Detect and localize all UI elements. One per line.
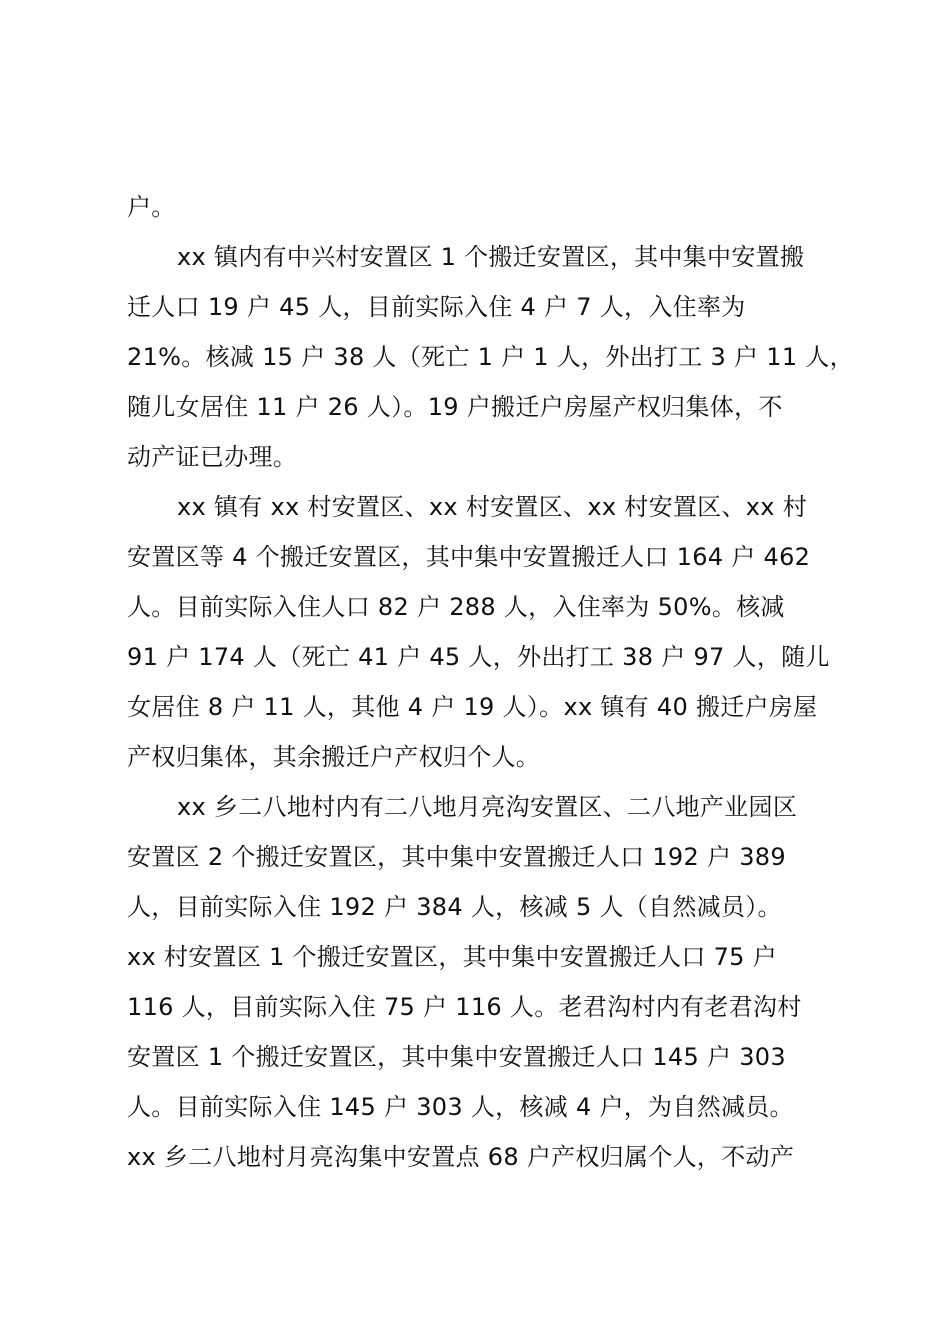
text-line: 人。目前实际入住 145 户 303 人，核减 4 户，为自然减员。 — [127, 1093, 794, 1121]
text-line: 安置区 1 个搬迁安置区，其中集中安置搬迁人口 145 户 303 — [127, 1043, 786, 1071]
paragraph-start-line: xx 乡二八地村内有二八地月亮沟安置区、二八地产业园区 — [177, 793, 798, 821]
text-line: 人。目前实际入住人口 82 户 288 人，入住率为 50%。核减 — [127, 593, 785, 621]
text-line: 安置区 2 个搬迁安置区，其中集中安置搬迁人口 192 户 389 — [127, 843, 786, 871]
text-line: 迁人口 19 户 45 人，目前实际入住 4 户 7 人，入住率为 — [127, 293, 746, 321]
text-line: 户。 — [127, 193, 176, 221]
text-line: xx 村安置区 1 个搬迁安置区，其中集中安置搬迁人口 75 户 — [127, 943, 777, 971]
text-line: 安置区等 4 个搬迁安置区，其中集中安置搬迁人口 164 户 462 — [127, 543, 811, 571]
paragraph-start-line: xx 镇内有中兴村安置区 1 个搬迁安置区，其中集中安置搬 — [177, 243, 805, 271]
text-line: 91 户 174 人（死亡 41 户 45 人，外出打工 38 户 97 人，随儿 — [127, 643, 830, 671]
text-line: 随儿女居住 11 户 26 人）。19 户搬迁户房屋产权归集体，不 — [127, 393, 783, 421]
document-body — [127, 182, 854, 1182]
text-line: 人，目前实际入住 192 户 384 人，核减 5 人（自然减员）。 — [127, 893, 782, 921]
text-line: 动产证已办理。 — [127, 443, 298, 471]
text-line: 116 人，目前实际入住 75 户 116 人。老君沟村内有老君沟村 — [127, 993, 802, 1021]
paragraph-start-line: xx 镇有 xx 村安置区、xx 村安置区、xx 村安置区、xx 村 — [177, 493, 808, 521]
text-line: xx 乡二八地村月亮沟集中安置点 68 户产权归属个人，不动产 — [127, 1143, 795, 1171]
text-line: 产权归集体，其余搬迁户产权归个人。 — [127, 743, 541, 771]
text-line: 21%。核减 15 户 38 人（死亡 1 户 1 人，外出打工 3 户 11 人， — [127, 343, 854, 371]
text-line: 女居住 8 户 11 人，其他 4 户 19 人）。xx 镇有 40 搬迁户房屋 — [127, 693, 818, 721]
